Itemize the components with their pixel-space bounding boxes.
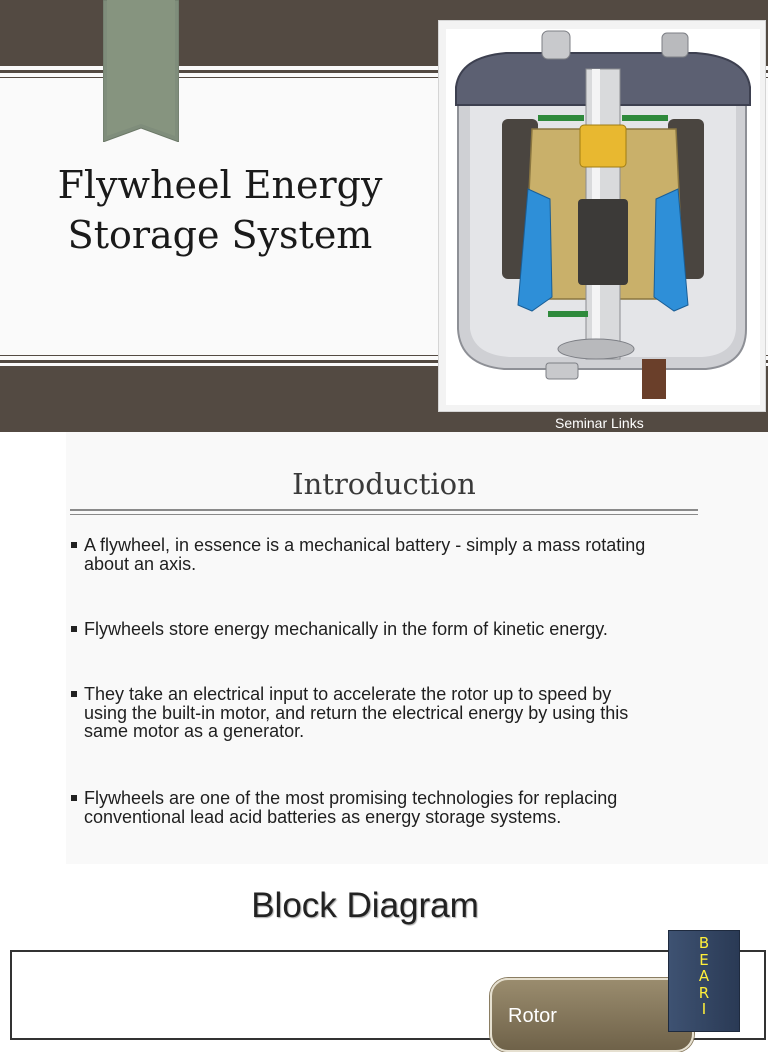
heading-underline-thin xyxy=(70,514,698,515)
bullet-line: about an axis. xyxy=(84,553,197,574)
bullet-item xyxy=(70,685,724,741)
bearing-letter: I xyxy=(701,1000,707,1018)
intro-heading: Introduction xyxy=(292,467,476,501)
slide-title xyxy=(20,160,420,260)
bullet-line: A flywheel, in essence is a mechanical battery - simply a mass rotating xyxy=(84,535,646,555)
bearing-label xyxy=(669,935,739,1018)
bullet-item xyxy=(70,789,724,826)
flywheel-photo xyxy=(438,20,766,412)
flywheel-cutaway-illustration xyxy=(446,29,760,405)
rotor-block xyxy=(490,978,694,1052)
bullet-item xyxy=(70,620,724,639)
block-diagram-heading: Block Diagram xyxy=(251,886,479,925)
rotor-label: Rotor xyxy=(508,1005,557,1027)
bullet-item xyxy=(70,536,724,573)
title-line-2: Storage System xyxy=(67,213,373,257)
bullet-line: They take an electrical input to accelerate the rotor up to speed by xyxy=(84,684,612,704)
bullet-line: Flywheels are one of the most promising technologies for replacing xyxy=(84,788,618,808)
bullet-line: same motor as a generator. xyxy=(84,721,305,741)
bearing-letter: B xyxy=(698,934,710,952)
bullet-line: using the built-in motor, and return the electrical energy by using this xyxy=(84,702,629,723)
title-line-1: Flywheel Energy xyxy=(57,163,383,207)
bearing-letter: E xyxy=(699,950,709,969)
bullet-line: conventional lead acid batteries as energy storage systems. xyxy=(84,806,562,827)
heading-underline xyxy=(70,509,698,511)
bearing-letter: R xyxy=(698,983,710,1002)
bearing-letter: A xyxy=(698,967,710,985)
introduction-slide xyxy=(0,432,768,872)
title-slide xyxy=(0,0,768,432)
bullet-line: Flywheels store energy mechanically in the form of kinetic energy. xyxy=(84,619,608,639)
bookmark-ribbon-icon xyxy=(103,0,179,142)
bearing-block xyxy=(668,930,740,1032)
watermark-text: Seminar Links xyxy=(555,415,644,431)
